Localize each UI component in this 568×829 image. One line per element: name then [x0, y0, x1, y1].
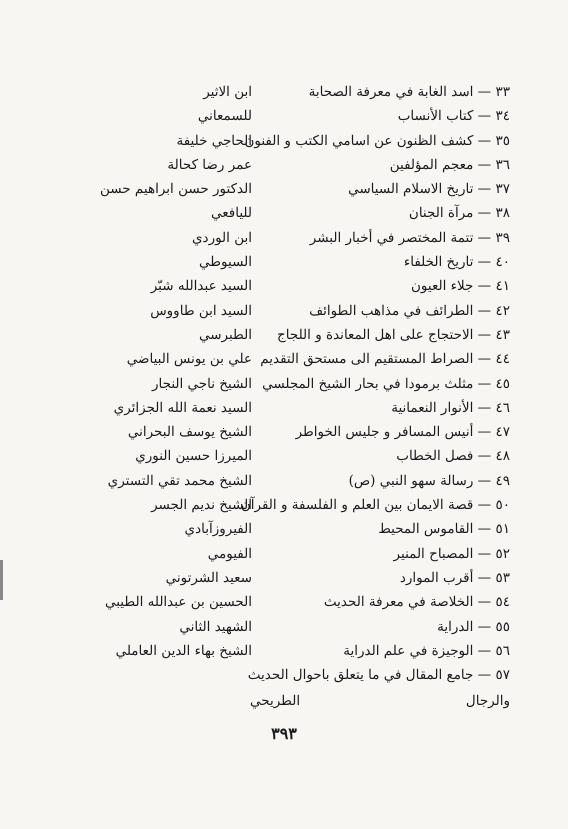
entry-number: ٤٧ [495, 424, 510, 441]
page-number: ٣٩٣ [271, 724, 297, 743]
entry-dash: — [473, 278, 496, 295]
entry-number: ٤٥ [495, 375, 510, 392]
list-item [100, 374, 510, 398]
entry-author: الشهيد الثاني [179, 618, 252, 635]
entry-title [391, 398, 510, 418]
list-item [100, 471, 510, 495]
entry-dash: — [473, 448, 496, 465]
list-item [100, 568, 510, 592]
entry-title [310, 228, 510, 248]
entry-dash: — [473, 521, 496, 538]
entry-title [260, 349, 510, 369]
entry-number: ٥٠ [495, 497, 510, 514]
entry-author: ابن الوردي [191, 229, 252, 246]
list-item [100, 252, 510, 276]
list-item [100, 179, 510, 203]
entry-dash: — [473, 569, 496, 586]
entry-title-text: الأنوار النعمانية [391, 399, 474, 416]
entry-dash: — [473, 254, 496, 271]
entry-title [262, 374, 510, 394]
list-item [100, 131, 510, 155]
entry-title-text: رسالة سهو النبي (ص) [348, 472, 474, 489]
list-item [100, 544, 510, 568]
entry-author: لليافعي [211, 205, 252, 222]
entry-author: علي بن يونس البياضي [126, 351, 252, 368]
entry-57-continuation: والرجال [465, 693, 510, 709]
entry-author: الشيخ محمد تقي التستري [107, 472, 252, 489]
entry-number: ٣٥ [495, 132, 510, 149]
entry-title [396, 446, 510, 466]
entry-title [349, 471, 510, 491]
entry-number: ٥٤ [495, 594, 510, 611]
entry-title-text: معجم المؤلفين [389, 156, 474, 173]
entry-dash: — [473, 156, 496, 173]
entry-number: ٥٣ [495, 569, 510, 586]
entry-dash: — [473, 84, 496, 100]
entry-number: ٤٣ [495, 326, 510, 343]
entry-title [409, 203, 510, 223]
entry-author: السيد ابن طاووس [150, 302, 252, 319]
entry-dash: — [473, 229, 496, 246]
list-item [100, 446, 510, 470]
entry-title-text: الوجيزة في علم الدراية [343, 642, 474, 659]
entry-title-text: كشف الظنون عن اسامي الكتب و الفنون [244, 132, 474, 149]
entry-author: الشيخ نديم الجسر [151, 497, 252, 514]
entry-title [277, 325, 510, 345]
list-item [100, 592, 510, 616]
entry-title-text: كتاب الأنساب [397, 108, 474, 125]
entry-author: الشيخ يوسف البحراني [127, 424, 252, 441]
entry-number: ٣٦ [495, 156, 510, 173]
entry-number: ٤٤ [495, 351, 510, 368]
entry-title [343, 641, 510, 661]
entry-title-text: الطرائف في مذاهب الطوائف [309, 302, 474, 319]
entry-author: الفيومي [207, 545, 252, 562]
entry-number: ٤٠ [495, 254, 510, 271]
entry-title-text: الاحتجاج على اهل المعاندة و اللجاج [277, 326, 474, 343]
entry-title-text: الخلاصة في معرفة الحديث [323, 594, 474, 611]
entry-number: ٣٣ [495, 84, 510, 100]
entry-dash: — [473, 375, 496, 392]
entry-title-text: أقرب الموارد [399, 569, 474, 586]
list-item [100, 398, 510, 422]
list-item [100, 422, 510, 446]
entry-dash: — [473, 667, 496, 684]
entry-title [394, 544, 510, 564]
entry-number: ٣٨ [495, 205, 510, 222]
entry-title-text: مثلث برمودا في بحار الشيخ المجلسي [262, 375, 474, 392]
entry-author: الحسين بن عبدالله الطيبي [104, 594, 252, 611]
entry-author: الشيخ بهاء الدين العاملي [115, 642, 252, 659]
list-item [100, 349, 510, 373]
entry-author: عمر رضا كحالة [167, 156, 252, 173]
entry-number: ٤٨ [495, 448, 510, 465]
entry-author: للسمعاني [197, 108, 252, 125]
entry-title-text: تاريخ الخلفاء [403, 254, 474, 271]
entry-dash: — [473, 497, 496, 514]
entry-author: سعيد الشرتوني [165, 569, 252, 586]
list-item [100, 276, 510, 300]
entry-dash: — [473, 594, 496, 611]
entry-number: ٥٧ [495, 667, 510, 684]
entry-title-text: القاموس المحيط [378, 521, 474, 538]
entry-number: ٥١ [495, 521, 510, 538]
list-item [100, 82, 510, 106]
entry-57-author: الطريحي [250, 693, 301, 709]
entry-title-text: الصراط المستقيم الى مستحق التقديم [260, 351, 474, 368]
entry-title-text: تاريخ الاسلام السياسي [348, 181, 474, 198]
entry-dash: — [473, 399, 496, 416]
entry-author: السيوطي [199, 254, 252, 271]
entry-title-text: تتمة المختصر في أخبار البشر [309, 229, 474, 246]
entry-title [309, 82, 510, 102]
entry-title-text: جلاء العيون [411, 278, 474, 295]
entry-number: ٥٢ [495, 545, 510, 562]
entry-title [378, 519, 510, 539]
entry-title [411, 276, 510, 296]
list-item [100, 228, 510, 252]
entry-title-text: مرآة الجنان [408, 205, 474, 222]
entry-title [437, 617, 510, 637]
entry-number: ٥٥ [495, 618, 510, 635]
entry-title-text: فصل الخطاب [396, 448, 474, 465]
entry-dash: — [473, 108, 496, 125]
entry-dash: — [473, 618, 496, 635]
entry-dash: — [473, 326, 496, 343]
list-item [100, 641, 510, 665]
entry-title-text: الدراية [437, 618, 474, 635]
list-item [100, 301, 510, 325]
entry-title [241, 495, 510, 515]
entry-author: الشيخ ناجي النجار [151, 375, 252, 392]
entry-dash: — [473, 132, 496, 149]
entry-title [244, 131, 510, 151]
entry-dash: — [473, 642, 496, 659]
entry-author: السيد نعمة الله الجزائري [113, 399, 252, 416]
entry-author: الطبرسي [198, 326, 252, 343]
entry-title [404, 252, 510, 272]
entry-number: ٤٢ [495, 302, 510, 319]
entry-title [398, 106, 510, 126]
entry-dash: — [473, 351, 496, 368]
entry-title [296, 422, 510, 442]
entry-number: ٣٧ [495, 181, 510, 198]
entry-author: الفيروزآبادي [184, 521, 252, 538]
entry-author: الدكتور حسن ابراهيم حسن [99, 181, 252, 198]
entry-title-text: اسد الغابة في معرفة الصحابة [308, 84, 474, 100]
entry-dash: — [473, 545, 496, 562]
list-item [100, 495, 510, 519]
entry-author: الميرزا حسين النوري [135, 448, 252, 465]
entry-author: السيد عبدالله شبّر [150, 278, 252, 295]
entry-author: الحاجي خليفة [176, 132, 252, 149]
list-item [100, 325, 510, 349]
entry-number: ٤١ [495, 278, 510, 295]
entry-dash: — [473, 181, 496, 198]
entry-title [390, 155, 510, 175]
entry-title [309, 301, 510, 321]
entry-title-text: المصباح المنير [393, 545, 474, 562]
list-item [100, 106, 510, 130]
entry-number: ٤٦ [495, 399, 510, 416]
entry-dash: — [473, 205, 496, 222]
entry-number: ٤٩ [495, 472, 510, 489]
entry-title [348, 179, 510, 199]
entry-dash: — [473, 424, 496, 441]
entry-dash: — [473, 472, 496, 489]
entry-title-text: أنيس المسافر و جليس الخواطر [295, 424, 474, 441]
entry-number: ٣٤ [495, 108, 510, 125]
list-item [100, 155, 510, 179]
entry-title-text: جامع المقال في ما يتعلق باحوال الحديث [247, 667, 474, 684]
entry-author: ابن الاثير [203, 84, 252, 100]
entry-title [248, 665, 510, 685]
list-item [100, 665, 510, 689]
list-item [100, 617, 510, 641]
list-item [100, 519, 510, 543]
entry-title [400, 568, 510, 588]
entry-dash: — [473, 302, 496, 319]
list-item [100, 203, 510, 227]
entry-title [324, 592, 510, 612]
reference-list [100, 82, 510, 689]
entry-number: ٥٦ [495, 642, 510, 659]
entry-title-text: قصة الايمان بين العلم و الفلسفة و القرآن [240, 497, 474, 514]
entry-number: ٣٩ [495, 229, 510, 246]
scan-edge-mark [0, 560, 3, 600]
